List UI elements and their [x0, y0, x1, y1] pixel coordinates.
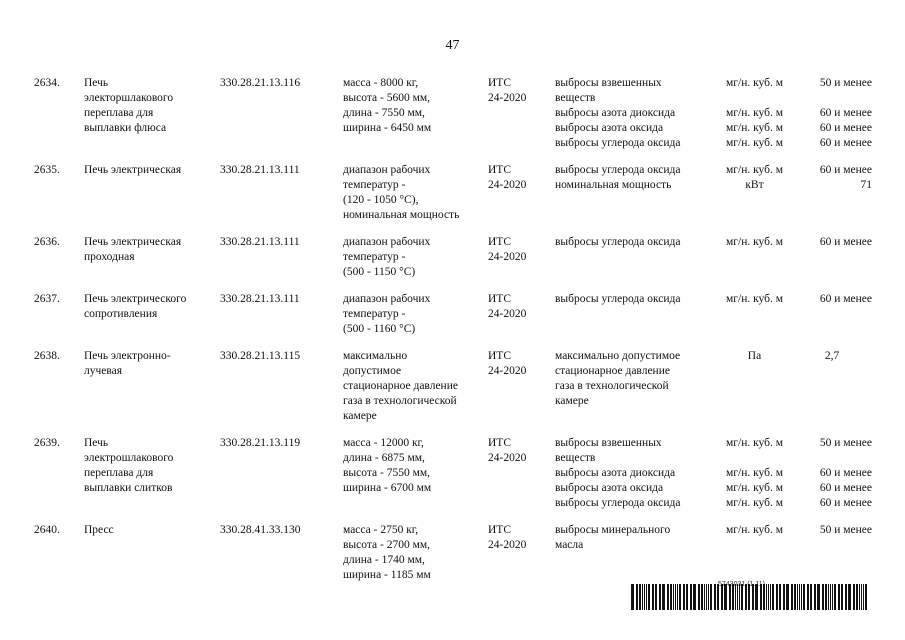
indicator-value: 60 и менее	[819, 107, 872, 119]
indicator-line: газа в технологической	[555, 380, 669, 392]
indicator-line: выбросы взвешенных	[555, 77, 662, 89]
barcode-bar	[701, 584, 703, 610]
unit-spacer	[717, 364, 792, 379]
unit-spacer	[717, 379, 792, 394]
parameter-line: ширина - 1185 мм	[343, 569, 431, 581]
indicator-unit: мг/н. куб. м	[726, 497, 783, 509]
value-spacer	[792, 91, 872, 106]
equipment-name-line: Пресс	[84, 524, 114, 536]
table-row	[34, 523, 872, 583]
barcode-bar	[830, 584, 831, 610]
parameter-line: высота - 7550 мм,	[343, 467, 431, 479]
barcode-bar	[693, 584, 696, 610]
its-line: 24-2020	[488, 539, 527, 551]
its-line: ИТС	[488, 293, 511, 305]
barcode-bar	[848, 584, 851, 610]
indicator-value: 60 и менее	[819, 497, 872, 509]
indicator-line: выбросы азота оксида	[555, 482, 664, 494]
indicator-line: выбросы азота диоксида	[555, 467, 676, 479]
unit-list	[717, 292, 792, 349]
indicator-line: выбросы углерода оксида	[555, 236, 681, 248]
barcode-bar	[729, 584, 731, 610]
barcode-bar	[686, 584, 688, 610]
entry-number: 2635.	[34, 164, 60, 176]
unit-spacer	[717, 538, 792, 553]
equipment-name	[84, 292, 220, 349]
unit-list	[717, 349, 792, 436]
indicator-unit: мг/н. куб. м	[726, 236, 783, 248]
equipment-name-line: проходная	[84, 251, 135, 263]
indicator-line: выбросы углерода оксида	[555, 497, 681, 509]
barcode-bar	[667, 584, 669, 610]
its-line: 24-2020	[488, 452, 527, 464]
its-line: ИТС	[488, 524, 511, 536]
barcode-bar	[646, 584, 647, 610]
barcode-bar	[841, 584, 843, 610]
indicator-unit: мг/н. куб. м	[726, 293, 783, 305]
parameter-line: газа в технологической	[343, 395, 457, 407]
table-row	[34, 436, 872, 523]
table-row	[34, 235, 872, 292]
indicator-unit: мг/н. куб. м	[726, 524, 783, 536]
barcode-bar	[763, 584, 765, 610]
indicator-line: веществ	[555, 452, 596, 464]
barcode-bar	[677, 584, 678, 610]
unit-spacer	[717, 394, 792, 409]
its-reference	[488, 235, 555, 292]
entry-number: 2640.	[34, 524, 60, 536]
barcode-bar	[779, 584, 781, 610]
barcode-bar	[832, 584, 833, 610]
barcode-bar	[772, 584, 774, 610]
indicator-line: выбросы взвешенных	[555, 437, 662, 449]
indicator-list	[555, 523, 717, 583]
barcode-bar	[863, 584, 864, 610]
equipment-registry-table	[34, 76, 872, 583]
indicator-value: 50 и менее	[819, 524, 872, 536]
its-line: 24-2020	[488, 179, 527, 191]
okpd-code: 330.28.21.13.119	[220, 437, 301, 449]
barcode-bar	[825, 584, 827, 610]
value-list	[792, 436, 872, 523]
indicator-unit: мг/н. куб. м	[726, 137, 783, 149]
parameter-line: высота - 2700 мм,	[343, 539, 431, 551]
indicator-list	[555, 436, 717, 523]
indicator-line: выбросы углерода оксида	[555, 137, 681, 149]
barcode-bar	[639, 584, 641, 610]
its-reference	[488, 523, 555, 583]
barcode-bar	[828, 584, 829, 610]
barcode-bar	[745, 584, 747, 610]
okpd-code: 330.28.41.33.130	[220, 524, 301, 536]
okpd-code: 330.28.21.13.111	[220, 236, 300, 248]
barcode-bar	[776, 584, 778, 610]
equipment-name-line: сопротивления	[84, 308, 158, 320]
indicator-list	[555, 349, 717, 436]
parameter-line: температур -	[343, 251, 406, 263]
indicator-value: 50 и менее	[819, 437, 872, 449]
table-row	[34, 349, 872, 436]
equipment-parameters	[343, 292, 488, 349]
barcode-bar	[642, 584, 643, 610]
unit-list	[717, 163, 792, 235]
parameter-line: длина - 6875 мм,	[343, 452, 425, 464]
entry-number: 2634.	[34, 77, 60, 89]
its-reference	[488, 349, 555, 436]
barcode-bar	[735, 584, 736, 610]
indicator-value: 60 и менее	[819, 482, 872, 494]
equipment-name-line: Печь электрическая	[84, 236, 182, 248]
equipment-name-line: Печь	[84, 437, 109, 449]
barcode-bar	[724, 584, 727, 610]
equipment-name-line: Печь электрического	[84, 293, 187, 305]
barcode-bar	[704, 584, 705, 610]
barcode-bar	[799, 584, 800, 610]
indicator-value: 60 и менее	[819, 467, 872, 479]
indicator-line: выбросы азота диоксида	[555, 107, 676, 119]
parameter-line: (120 - 1050 °С),	[343, 194, 419, 206]
barcode-bar	[631, 584, 634, 610]
indicator-unit: мг/н. куб. м	[726, 482, 783, 494]
indicator-unit: мг/н. куб. м	[726, 107, 783, 119]
okpd-code: 330.28.21.13.115	[220, 350, 301, 362]
indicator-unit: мг/н. куб. м	[726, 122, 783, 134]
barcode-bar	[636, 584, 638, 610]
parameter-line: масса - 2750 кг,	[343, 524, 419, 536]
barcode-bar	[838, 584, 840, 610]
unit-list	[717, 76, 792, 163]
indicator-list	[555, 235, 717, 292]
its-reference	[488, 436, 555, 523]
parameter-line: температур -	[343, 179, 406, 191]
barcode-bar	[737, 584, 738, 610]
barcode-bar	[786, 584, 789, 610]
equipment-parameters	[343, 436, 488, 523]
barcode-bar	[748, 584, 750, 610]
indicator-unit: мг/н. куб. м	[726, 437, 783, 449]
barcode-bar	[717, 584, 719, 610]
barcode-bar	[683, 584, 685, 610]
equipment-name-line: переплава для	[84, 107, 154, 119]
equipment-name-line: Печь электрическая	[84, 164, 182, 176]
document-stamp-code: 5743031	[718, 581, 746, 588]
its-reference	[488, 163, 555, 235]
barcode-bar	[752, 584, 754, 610]
okpd-code: 330.28.21.13.111	[220, 293, 300, 305]
value-list	[792, 235, 872, 292]
barcode-bar	[791, 584, 793, 610]
indicator-value: 60 и менее	[819, 164, 872, 176]
parameter-line: диапазон рабочих	[343, 293, 431, 305]
barcode-bar	[770, 584, 771, 610]
equipment-parameters	[343, 76, 488, 163]
value-spacer	[792, 538, 872, 553]
indicator-line: номинальная мощность	[555, 179, 672, 191]
parameter-line: ширина - 6700 мм	[343, 482, 432, 494]
parameter-line: температур -	[343, 308, 406, 320]
barcode-bar	[721, 584, 723, 610]
its-line: 24-2020	[488, 251, 527, 263]
indicator-line: веществ	[555, 92, 596, 104]
indicator-line: камере	[555, 395, 589, 407]
barcode-bar	[755, 584, 758, 610]
value-spacer	[792, 364, 872, 379]
value-list	[792, 292, 872, 349]
equipment-name	[84, 436, 220, 523]
parameter-line: масса - 12000 кг,	[343, 437, 424, 449]
barcode-bar	[739, 584, 740, 610]
barcode-bar	[670, 584, 672, 610]
its-line: 24-2020	[488, 308, 527, 320]
value-list	[792, 523, 872, 583]
barcode-bar	[675, 584, 676, 610]
parameter-line: (500 - 1150 °С)	[343, 266, 416, 278]
unit-spacer	[717, 91, 792, 106]
equipment-name-line: выплавки слитков	[84, 482, 173, 494]
its-line: ИТС	[488, 77, 511, 89]
unit-spacer	[717, 451, 792, 466]
indicator-line: выбросы минерального	[555, 524, 671, 536]
entry-number: 2638.	[34, 350, 60, 362]
barcode-bar	[659, 584, 661, 610]
parameter-line: высота - 5600 мм,	[343, 92, 431, 104]
equipment-parameters	[343, 235, 488, 292]
its-reference	[488, 292, 555, 349]
barcode-bar	[708, 584, 709, 610]
equipment-name-line: выплавки флюса	[84, 122, 167, 134]
barcode-bar	[817, 584, 820, 610]
value-list	[792, 349, 872, 436]
barcode-bar	[698, 584, 700, 610]
indicator-value: 60 и менее	[819, 122, 872, 134]
its-line: ИТС	[488, 350, 511, 362]
value-list	[792, 76, 872, 163]
its-line: ИТС	[488, 437, 511, 449]
parameter-line: номинальная мощность	[343, 209, 460, 221]
barcode-bar	[706, 584, 707, 610]
indicator-list	[555, 163, 717, 235]
parameter-line: стационарное давление	[343, 380, 458, 392]
parameter-line: ширина - 6450 мм	[343, 122, 432, 134]
barcode-bar	[644, 584, 645, 610]
indicator-unit: мг/н. куб. м	[726, 467, 783, 479]
barcode-bar	[861, 584, 862, 610]
indicator-value: 60 и менее	[819, 236, 872, 248]
indicator-unit: Па	[747, 350, 762, 362]
barcode-bar	[766, 584, 767, 610]
barcode-bar	[648, 584, 650, 610]
indicator-value: 50 и менее	[819, 77, 872, 89]
barcode-bar	[768, 584, 769, 610]
value-spacer	[792, 379, 872, 394]
barcode-bar	[652, 584, 654, 610]
table-row	[34, 292, 872, 349]
entry-number: 2637.	[34, 293, 60, 305]
okpd-code: 330.28.21.13.111	[220, 164, 300, 176]
indicator-unit: кВт	[745, 179, 764, 191]
unit-list	[717, 235, 792, 292]
barcode-bar	[807, 584, 809, 610]
parameter-line: диапазон рабочих	[343, 164, 431, 176]
indicator-line: выбросы углерода оксида	[555, 293, 681, 305]
equipment-name-line: электрошлакового	[84, 452, 174, 464]
barcode-bar	[801, 584, 802, 610]
indicator-value: 2,7	[824, 350, 840, 362]
equipment-name-line: лучевая	[84, 365, 123, 377]
barcode-bar	[794, 584, 796, 610]
barcode-bar	[803, 584, 805, 610]
barcode-bar	[822, 584, 824, 610]
parameter-line: длина - 7550 мм,	[343, 107, 425, 119]
indicator-line: выбросы азота оксида	[555, 122, 664, 134]
equipment-name	[84, 349, 220, 436]
barcode-bar	[732, 584, 734, 610]
indicator-value: 60 и менее	[819, 137, 872, 149]
okpd-code: 330.28.21.13.116	[220, 77, 301, 89]
equipment-name-line: переплава для	[84, 467, 154, 479]
equipment-parameters	[343, 163, 488, 235]
its-reference	[488, 76, 555, 163]
its-line: ИТС	[488, 164, 511, 176]
value-spacer	[792, 451, 872, 466]
page-number: 47	[445, 38, 460, 53]
indicator-line: масла	[555, 539, 584, 551]
barcode-bar	[810, 584, 812, 610]
barcode-bar	[783, 584, 785, 610]
indicator-line: выбросы углерода оксида	[555, 164, 681, 176]
indicator-list	[555, 292, 717, 349]
indicator-value: 60 и менее	[819, 293, 872, 305]
parameter-line: масса - 8000 кг,	[343, 77, 419, 89]
parameter-line: максимально	[343, 350, 408, 362]
barcode-bar	[760, 584, 762, 610]
equipment-name-line: Печь электронно-	[84, 350, 171, 362]
table-row	[34, 76, 872, 163]
entry-number: 2636.	[34, 236, 60, 248]
equipment-name	[84, 235, 220, 292]
barcode-bar	[679, 584, 681, 610]
unit-list	[717, 436, 792, 523]
barcode-bar	[859, 584, 860, 610]
value-spacer	[792, 394, 872, 409]
indicator-value: 71	[860, 179, 872, 191]
equipment-name	[84, 163, 220, 235]
registry-body	[34, 76, 872, 583]
barcode-bar	[797, 584, 798, 610]
parameter-line: (500 - 1160 °С)	[343, 323, 416, 335]
equipment-parameters	[343, 523, 488, 583]
barcode-bar	[856, 584, 858, 610]
equipment-name-line: электоршлакового	[84, 92, 174, 104]
indicator-line: стационарное давление	[555, 365, 670, 377]
indicator-line: максимально допустимое	[555, 350, 681, 362]
barcode-bar	[690, 584, 692, 610]
equipment-name-line: Печь	[84, 77, 109, 89]
equipment-name	[84, 523, 220, 583]
parameter-line: диапазон рабочих	[343, 236, 431, 248]
barcode-bar	[655, 584, 657, 610]
entry-number: 2639.	[34, 437, 60, 449]
table-row	[34, 163, 872, 235]
barcode-bar	[865, 584, 867, 610]
barcode-bar	[834, 584, 836, 610]
barcode-bar	[673, 584, 674, 610]
barcode-bar	[714, 584, 716, 610]
parameter-line: допустимое	[343, 365, 402, 377]
equipment-name	[84, 76, 220, 163]
its-line: 24-2020	[488, 365, 527, 377]
parameter-line: длина - 1740 мм,	[343, 554, 425, 566]
indicator-unit: мг/н. куб. м	[726, 164, 783, 176]
unit-list	[717, 523, 792, 583]
indicator-unit: мг/н. куб. м	[726, 77, 783, 89]
equipment-parameters	[343, 349, 488, 436]
barcode-bar	[845, 584, 847, 610]
value-list	[792, 163, 872, 235]
barcode-bar	[741, 584, 743, 610]
its-line: 24-2020	[488, 92, 527, 104]
parameter-line: камере	[343, 410, 377, 422]
barcode-bar	[662, 584, 665, 610]
barcode-bar	[814, 584, 816, 610]
its-line: ИТС	[488, 236, 511, 248]
barcode-bar	[853, 584, 855, 610]
barcode-bar	[710, 584, 712, 610]
barcode	[631, 584, 869, 610]
indicator-list	[555, 76, 717, 163]
